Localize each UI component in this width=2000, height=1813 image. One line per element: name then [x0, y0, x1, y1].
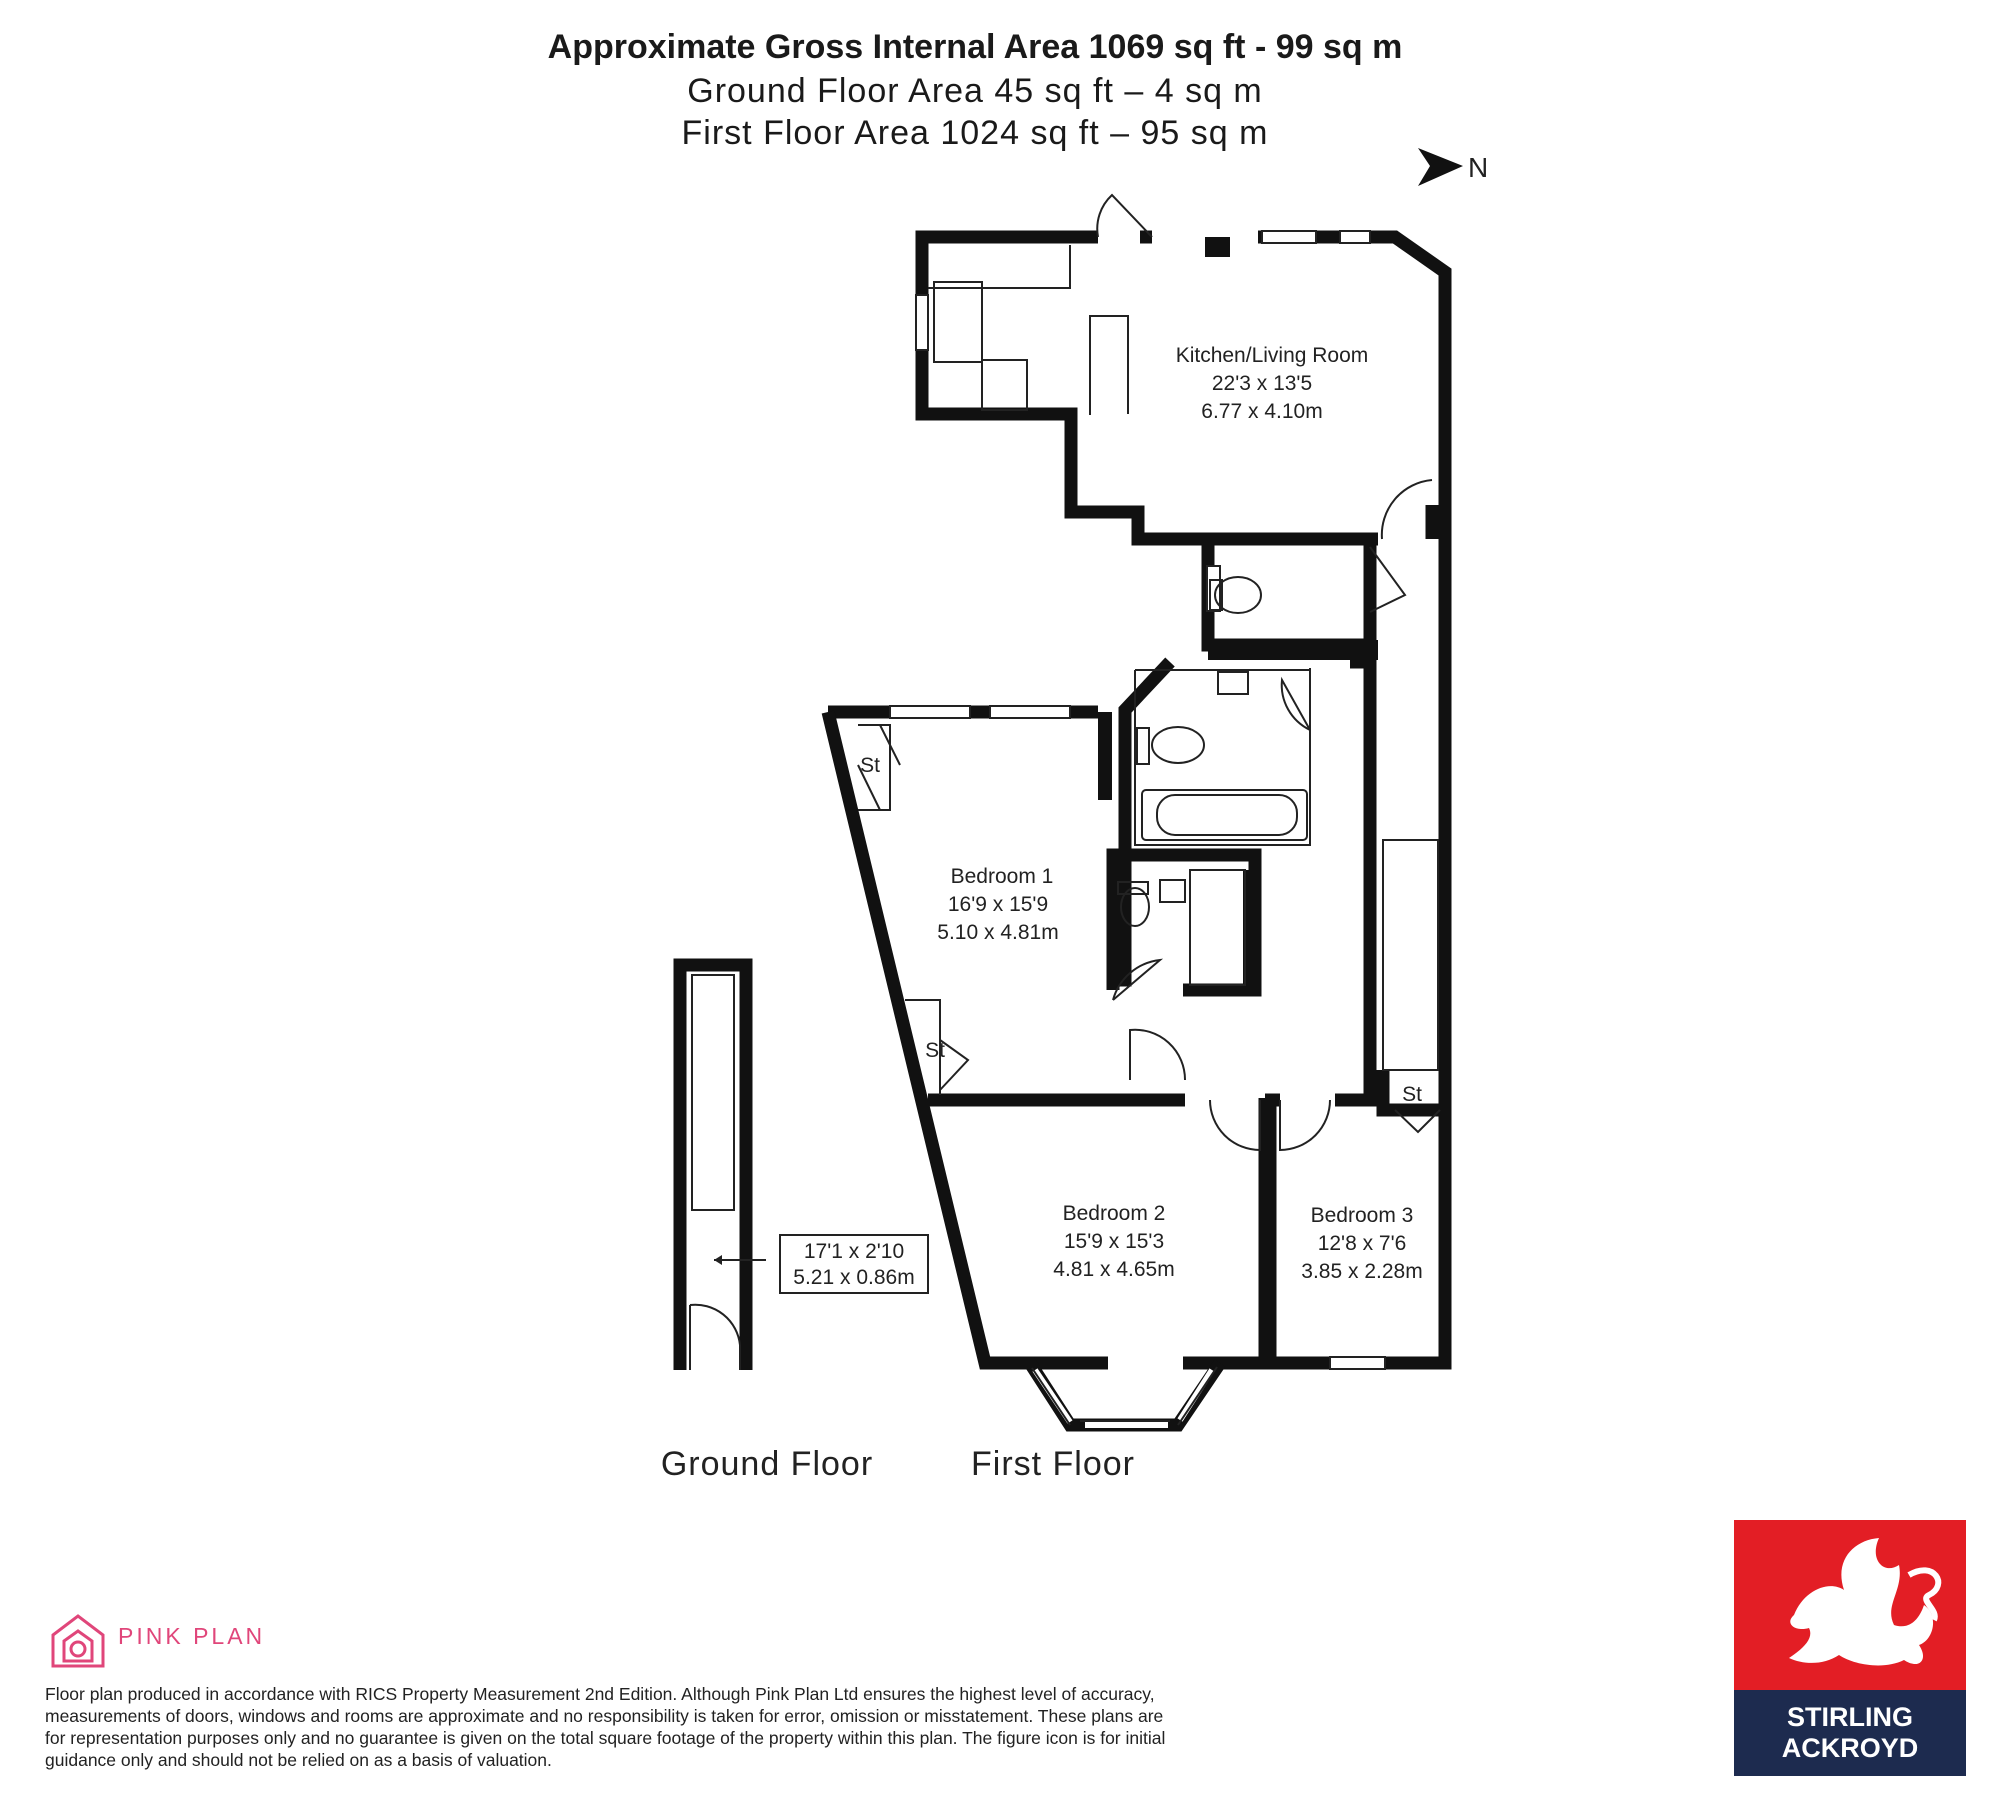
bedroom1-name: Bedroom 1 [950, 865, 1054, 888]
ground-floor-label: Ground Floor [660, 1445, 874, 1483]
bedroom3-name: Bedroom 3 [1310, 1204, 1414, 1227]
bedroom2-metric: 4.81 x 4.65m [1053, 1258, 1175, 1281]
pink-plan-logo-icon [48, 1611, 108, 1671]
bedroom1-imperial: 16'9 x 15'9 [947, 893, 1049, 916]
bedroom3-door [1280, 1100, 1330, 1150]
area-title: Approximate Gross Internal Area 1069 sq ft - 99 sq m [547, 28, 1403, 66]
storage-label: St [925, 1039, 945, 1062]
north-arrow-icon [1418, 148, 1488, 186]
agent-name-line1: STIRLING [1787, 1702, 1913, 1732]
griffin-icon [1734, 1520, 1966, 1690]
agent-wordmark [1734, 1690, 1966, 1776]
storage-label: St [860, 754, 880, 777]
bedroom2-door [1210, 1100, 1260, 1150]
bedroom2-imperial: 15'9 x 15'3 [1063, 1230, 1165, 1253]
pink-plan-wordmark: PINK PLAN [118, 1623, 266, 1649]
kitchen-imperial: 22'3 x 13'5 [1211, 372, 1313, 395]
kitchen-metric: 6.77 x 4.10m [1201, 400, 1323, 423]
room-labels [661, 344, 1423, 1483]
staircase [1383, 840, 1438, 1070]
kitchen-door [1382, 480, 1432, 539]
ground-floor-plan [680, 965, 928, 1370]
disclaimer-text: Floor plan produced in accordance with RICS Property Measurement 2nd Edition. Although Pink Plan Ltd ensures the highest level of accuracy, measurements of doors, windows and rooms are approximate and no responsibility is taken for error, omission or misstatement. These plans are for representation purposes only and no guarantee is given on the total square footage of the property within this plan. The figure icon is for initial guidance only and should not be relied on as a basis of valuation. [45, 1684, 1166, 1770]
hallway-imperial: 17'1 x 2'10 [803, 1240, 905, 1263]
bedroom3-metric: 3.85 x 2.28m [1301, 1260, 1423, 1283]
first-floor-label: First Floor [971, 1445, 1135, 1483]
ground-floor-area: Ground Floor Area 45 sq ft – 4 sq m [687, 72, 1263, 110]
hallway-metric: 5.21 x 0.86m [793, 1266, 915, 1289]
agent-name-line2: ACKROYD [1781, 1733, 1919, 1763]
kitchen-name: Kitchen/Living Room [1175, 344, 1369, 367]
griffin-emblem [1734, 1520, 1966, 1690]
agent-logo [1734, 1520, 1966, 1776]
bedroom2-name: Bedroom 2 [1062, 1202, 1166, 1225]
storage-label: St [1402, 1083, 1422, 1106]
bedroom1-metric: 5.10 x 4.81m [937, 921, 1059, 944]
bedroom3-imperial: 12'8 x 7'6 [1317, 1232, 1407, 1255]
first-floor-area: First Floor Area 1024 sq ft – 95 sq m [681, 114, 1269, 152]
compass-label: N [1468, 152, 1489, 183]
bedroom1-door [1130, 1030, 1185, 1080]
